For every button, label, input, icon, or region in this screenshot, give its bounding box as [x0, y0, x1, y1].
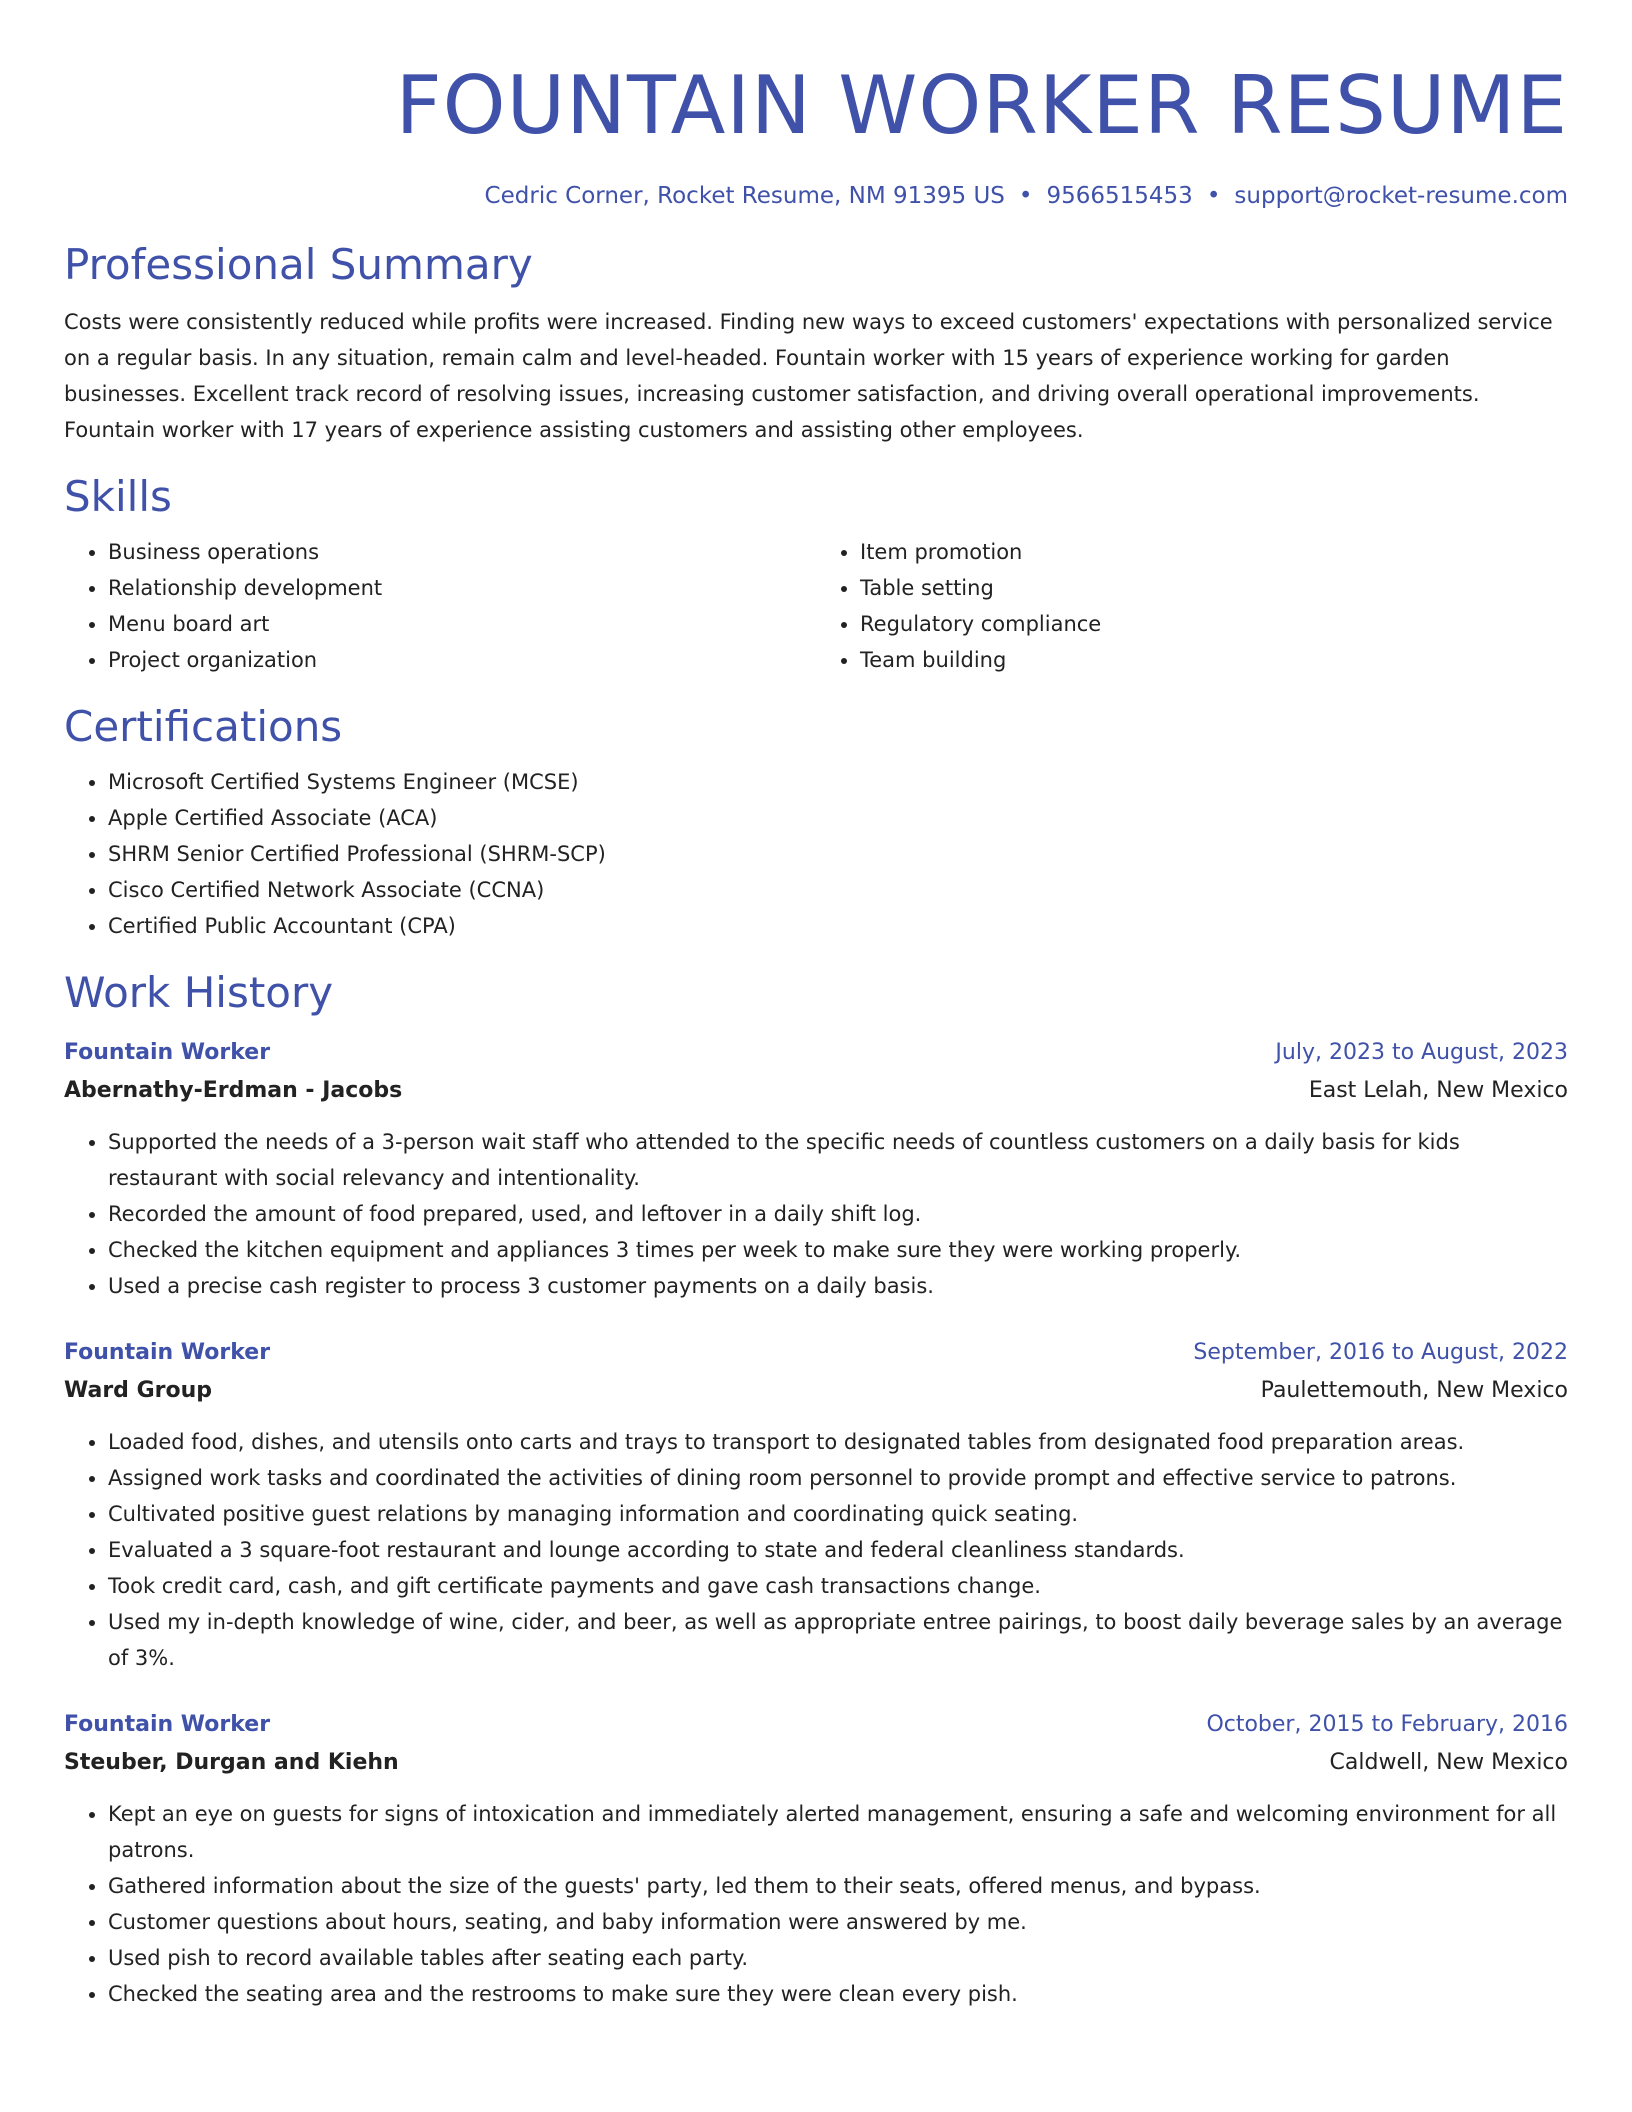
job-entry [64, 1706, 1568, 2012]
contact-line [64, 180, 1568, 212]
contact-address: Cedric Corner, Rocket Resume, NM 91395 US [484, 183, 1005, 209]
job-bullets [64, 1796, 1568, 2012]
job-subheader [64, 1372, 1568, 1410]
job-company: Ward Group [64, 1378, 213, 1403]
skills-left-list [64, 534, 816, 678]
skills-heading: Skills [64, 472, 172, 521]
summary-section [64, 238, 1568, 448]
job-title: Fountain Worker [64, 1040, 271, 1065]
certifications-list [64, 764, 1568, 944]
job-entry [64, 1334, 1568, 1676]
job-title: Fountain Worker [64, 1340, 271, 1365]
job-bullet: • Used pish to record available tables after seating each party. [108, 1940, 1568, 1976]
job-bullet: • Loaded food, dishes, and utensils onto carts and trays to transport to designated tables from designated food preparation areas. [108, 1424, 1568, 1460]
job-bullet: • Cultivated positive guest relations by managing information and coordinating quick seating. [108, 1496, 1568, 1532]
certifications-section [64, 700, 1568, 944]
skill-item: • Business operations [108, 534, 816, 570]
job-location: East Lelah, New Mexico [1308, 1078, 1568, 1103]
skills-section [64, 470, 1568, 678]
job-location: Paulettemouth, New Mexico [1260, 1378, 1568, 1403]
certifications-heading: Certifications [64, 702, 343, 751]
job-company: Steuber, Durgan and Kiehn [64, 1750, 399, 1775]
job-bullet: • Checked the kitchen equipment and appliances 3 times per week to make sure they were working properly. [108, 1232, 1568, 1268]
job-entry [64, 1034, 1568, 1304]
certification-item: • Certified Public Accountant (CPA) [108, 908, 1568, 944]
skill-item: • Item promotion [860, 534, 1568, 570]
job-company: Abernathy-Erdman - Jacobs [64, 1078, 403, 1103]
certification-item: • Cisco Certified Network Associate (CCNA) [108, 872, 1568, 908]
skill-item: • Table setting [860, 570, 1568, 606]
work-history-section [64, 966, 1568, 2012]
job-bullet: • Assigned work tasks and coordinated the activities of dining room personnel to provide prompt and effective service to patrons. [108, 1460, 1568, 1496]
skills-right-list [816, 534, 1568, 678]
job-dates: July, 2023 to August, 2023 [1275, 1040, 1568, 1065]
job-bullet: • Took credit card, cash, and gift certificate payments and gave cash transactions change. [108, 1568, 1568, 1604]
job-bullet: • Recorded the amount of food prepared, used, and leftover in a daily shift log. [108, 1196, 1568, 1232]
job-bullets [64, 1124, 1568, 1304]
job-bullet: • Customer questions about hours, seating, and baby information were answered by me. [108, 1904, 1568, 1940]
skills-columns [64, 534, 1568, 678]
job-title: Fountain Worker [64, 1712, 271, 1737]
job-bullet: • Gathered information about the size of the guests' party, led them to their seats, offered menus, and bypass. [108, 1868, 1568, 1904]
job-subheader [64, 1072, 1568, 1110]
contact-separator: • [1018, 183, 1033, 209]
skill-item: • Menu board art [108, 606, 816, 642]
contact-separator: • [1206, 183, 1221, 209]
job-header [64, 1706, 1568, 1744]
job-subheader [64, 1744, 1568, 1782]
skill-item: • Relationship development [108, 570, 816, 606]
job-bullet: • Used my in-depth knowledge of wine, cider, and beer, as well as appropriate entree pairings, to boost daily beverage sales by an average of 3%. [108, 1604, 1568, 1676]
job-header [64, 1034, 1568, 1072]
job-bullet: • Evaluated a 3 square-foot restaurant and lounge according to state and federal cleanliness standards. [108, 1532, 1568, 1568]
job-location: Caldwell, New Mexico [1329, 1750, 1568, 1775]
skill-item: • Project organization [108, 642, 816, 678]
certification-item: • Microsoft Certified Systems Engineer (MCSE) [108, 764, 1568, 800]
skill-item: • Team building [860, 642, 1568, 678]
job-bullet: • Kept an eye on guests for signs of intoxication and immediately alerted management, ensuring a safe and welcoming environment for all patrons. [108, 1796, 1568, 1868]
summary-heading: Professional Summary [64, 240, 533, 289]
resume-title: FOUNTAIN WORKER RESUME [395, 59, 1568, 152]
job-bullet: • Supported the needs of a 3-person wait staff who attended to the specific needs of countless customers on a daily basis for kids restaurant with social relevancy and intentionality. [108, 1124, 1568, 1196]
job-bullet: • Used a precise cash register to process 3 customer payments on a daily basis. [108, 1268, 1568, 1304]
summary-text: Costs were consistently reduced while profits were increased. Finding new ways to exceed customers' expectations with personalized service on a regular basis. In any situation, remain calm and level-headed. Fountain worker with 15 years of experience working for garden businesses. Excellent track record of resolving issues, increasing customer satisfaction, and driving overall operational improvements. Fountain worker with 17 years of experience assisting customers and assisting other employees. [64, 310, 1553, 442]
certification-item: • SHRM Senior Certified Professional (SHRM-SCP) [108, 836, 1568, 872]
job-dates: September, 2016 to August, 2022 [1193, 1340, 1568, 1365]
job-bullets [64, 1424, 1568, 1676]
job-dates: October, 2015 to February, 2016 [1206, 1712, 1568, 1737]
skill-item: • Regulatory compliance [860, 606, 1568, 642]
contact-email[interactable]: support@rocket-resume.com [1234, 183, 1568, 209]
job-header [64, 1334, 1568, 1372]
job-bullet: • Checked the seating area and the restrooms to make sure they were clean every pish. [108, 1976, 1568, 2012]
certification-item: • Apple Certified Associate (ACA) [108, 800, 1568, 836]
contact-phone: 9566515453 [1046, 183, 1193, 209]
work-history-heading: Work History [64, 968, 334, 1017]
